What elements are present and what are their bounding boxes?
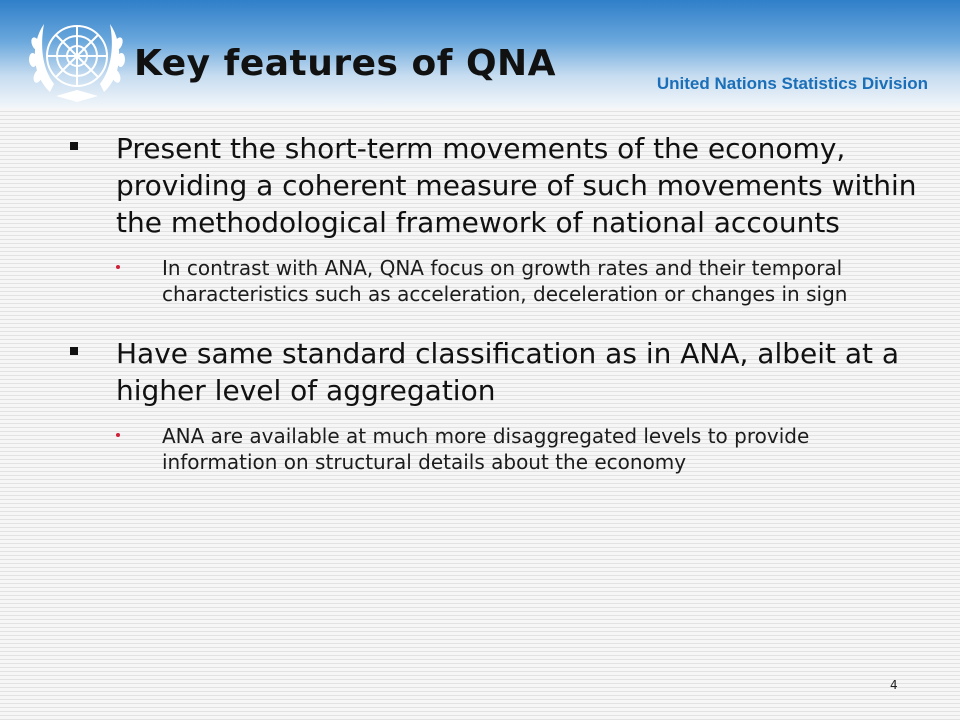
organization-name: United Nations Statistics Division	[656, 74, 928, 93]
un-emblem-icon	[20, 10, 134, 110]
main-bullet-2	[0, 335, 960, 409]
main-bullet-text: Have same standard classification as in ANA, albeit at a higher level of aggregation	[116, 337, 900, 407]
sub-bullet-text: In contrast with ANA, QNA focus on growth rates and their temporal characteristics such as acceleration, deceleration or changes in sign	[162, 256, 848, 306]
dot-bullet-icon	[116, 265, 120, 269]
sub-bullet-2	[0, 423, 960, 475]
slide-title: Key features of QNA	[134, 43, 557, 84]
main-bullet-1	[0, 130, 960, 241]
square-bullet-icon	[70, 142, 78, 150]
sub-bullet-text: ANA are available at much more disaggregated levels to provide information on structural details about the economy	[162, 424, 810, 474]
main-bullet-text: Present the short-term movements of the economy, providing a coherent measure of such movements within the methodological framework of national accounts	[116, 132, 917, 239]
dot-bullet-icon	[116, 433, 120, 437]
square-bullet-icon	[70, 347, 78, 355]
slide-content	[0, 130, 960, 485]
sub-bullet-1	[0, 255, 960, 307]
page-number: 4	[890, 678, 898, 692]
